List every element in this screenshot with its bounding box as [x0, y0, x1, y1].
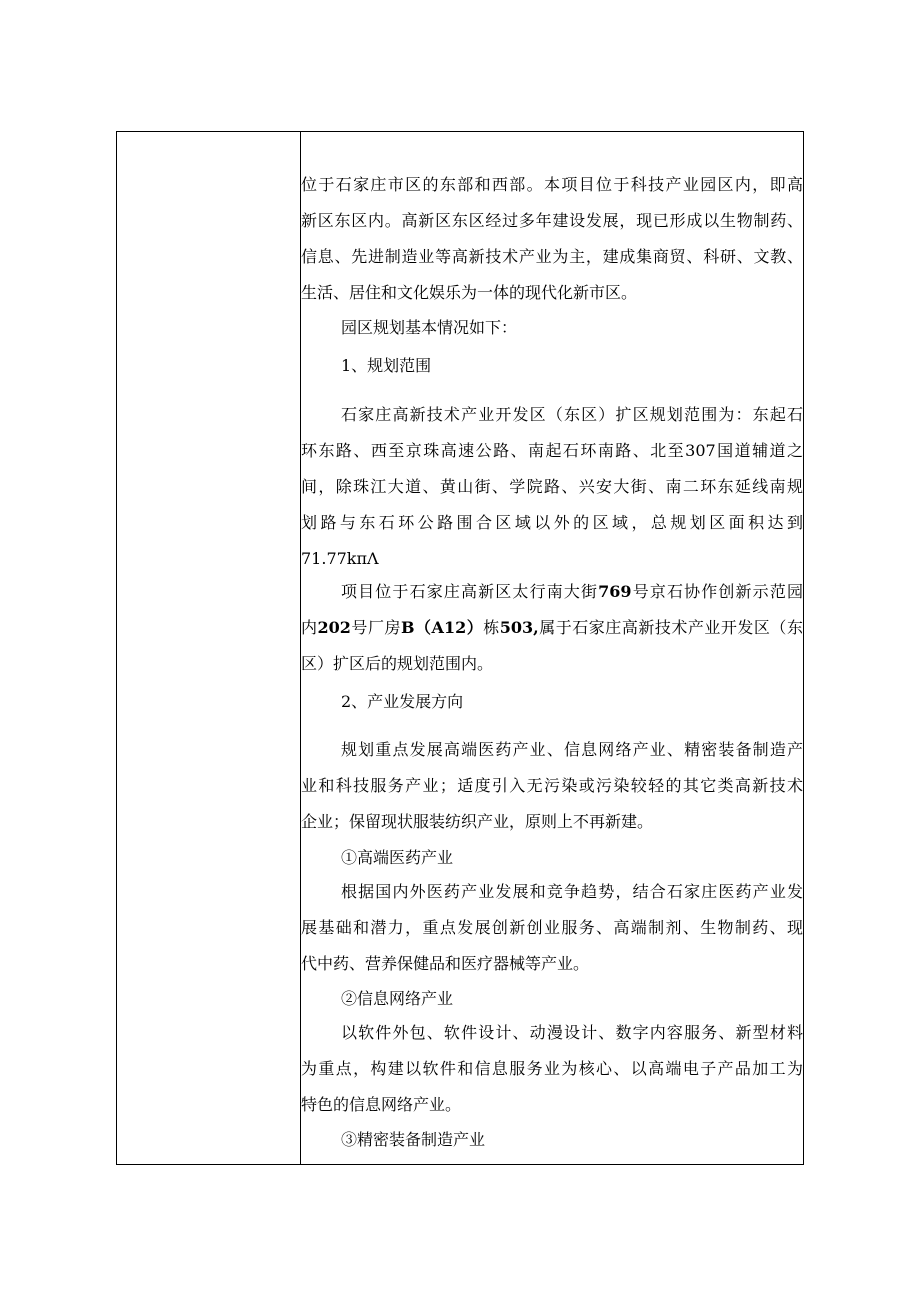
text-run: 号厂房: [350, 618, 401, 637]
paragraph-location-intro: [301, 167, 803, 311]
text-line: 信息、先进制造业等高新技术产业为主，建成集商贸、科研、文教、: [301, 247, 803, 266]
section-heading: ②信息网络产业: [341, 989, 454, 1008]
text-line: 新区东区内。高新区东区经过多年建设发展，现已形成以生物制药、: [301, 211, 803, 230]
text-line: 展基础和潜力，重点发展创新创业服务、高端制剂、生物制药、现: [301, 918, 803, 937]
text-line: 规划重点发展高端医药产业、信息网络产业、精密装备制造产: [341, 740, 803, 759]
text-line: 间，除珠江大道、黄山街、学院路、兴安大街、南二环东延线南规: [301, 477, 803, 496]
text-line: 71.77kπΛ: [301, 549, 379, 568]
text-run-bold: 202: [317, 618, 351, 637]
text-line: 以软件外包、软件设计、动漫设计、数字内容服务、新型材料: [341, 1023, 803, 1042]
text-line: 石家庄高新技术产业开发区（东区）扩区规划范围为：东起石: [341, 405, 803, 424]
heading-industry-direction: [301, 684, 803, 720]
paragraph-project-location: [301, 574, 803, 682]
text-line: 园区规划基本情况如下：: [341, 318, 518, 337]
text-line: 代中药、营养保健品和医疗器械等产业。: [301, 954, 590, 973]
text-run-bold: 503,: [499, 618, 539, 637]
table-left-cell: [117, 132, 301, 1164]
paragraph-pharma-industry: [301, 874, 803, 982]
text-line: 特色的信息网络产业。: [301, 1095, 462, 1114]
text-line: 划路与东石环公路围合区域以外的区域，总规划区面积达到: [301, 513, 803, 532]
text-line: 企业；保留现状服装纺织产业，原则上不再新建。: [301, 812, 654, 831]
paragraph-industry-direction: [301, 732, 803, 840]
text-run: 属于石家庄高新技术产业开发区（东: [538, 618, 803, 637]
text-run-bold: 769: [598, 582, 632, 601]
text-line: 业和科技服务产业；适度引入无污染或污染较轻的其它类高新技术: [301, 776, 803, 795]
text-run: 栋: [483, 618, 500, 637]
text-run: 内: [301, 618, 318, 637]
section-heading: 2、产业发展方向: [341, 692, 464, 711]
section-heading: ①高端医药产业: [341, 848, 454, 867]
heading-precision-equipment-industry: [301, 1122, 803, 1158]
section-heading: ③精密装备制造产业: [341, 1130, 486, 1149]
text-run: 项目位于石家庄高新区太行南大街: [341, 582, 599, 601]
text-run-bold: B（A12）: [400, 618, 484, 637]
text-line: 为重点，构建以软件和信息服务业为核心、以高端电子产品加工为: [301, 1059, 803, 1078]
paragraph-park-planning: [301, 310, 803, 346]
heading-info-network-industry: [301, 981, 803, 1017]
text-line: [301, 574, 803, 610]
text-line: 位于石家庄市区的东部和西部。本项目位于科技产业园区内，即高: [301, 175, 803, 194]
text-line: 根据国内外医药产业发展和竞争趋势，结合石家庄医药产业发: [341, 882, 803, 901]
paragraph-planning-scope: [301, 397, 803, 577]
text-line: 生活、居住和文化娱乐为一体的现代化新市区。: [301, 283, 638, 302]
text-line: [301, 610, 803, 646]
heading-pharma-industry: [301, 840, 803, 876]
table-right-cell: [301, 132, 803, 1164]
paragraph-info-network-industry: [301, 1015, 803, 1123]
document-table: [116, 131, 804, 1165]
section-heading: 1、规划范围: [341, 356, 432, 375]
text-run: 号京石协作创新示范园: [631, 582, 803, 601]
text-line: 区）扩区后的规划范围内。: [301, 654, 494, 673]
heading-planning-scope: [301, 348, 803, 384]
text-line: 环东路、西至京珠高速公路、南起石环南路、北至307国道辅道之: [301, 441, 803, 460]
